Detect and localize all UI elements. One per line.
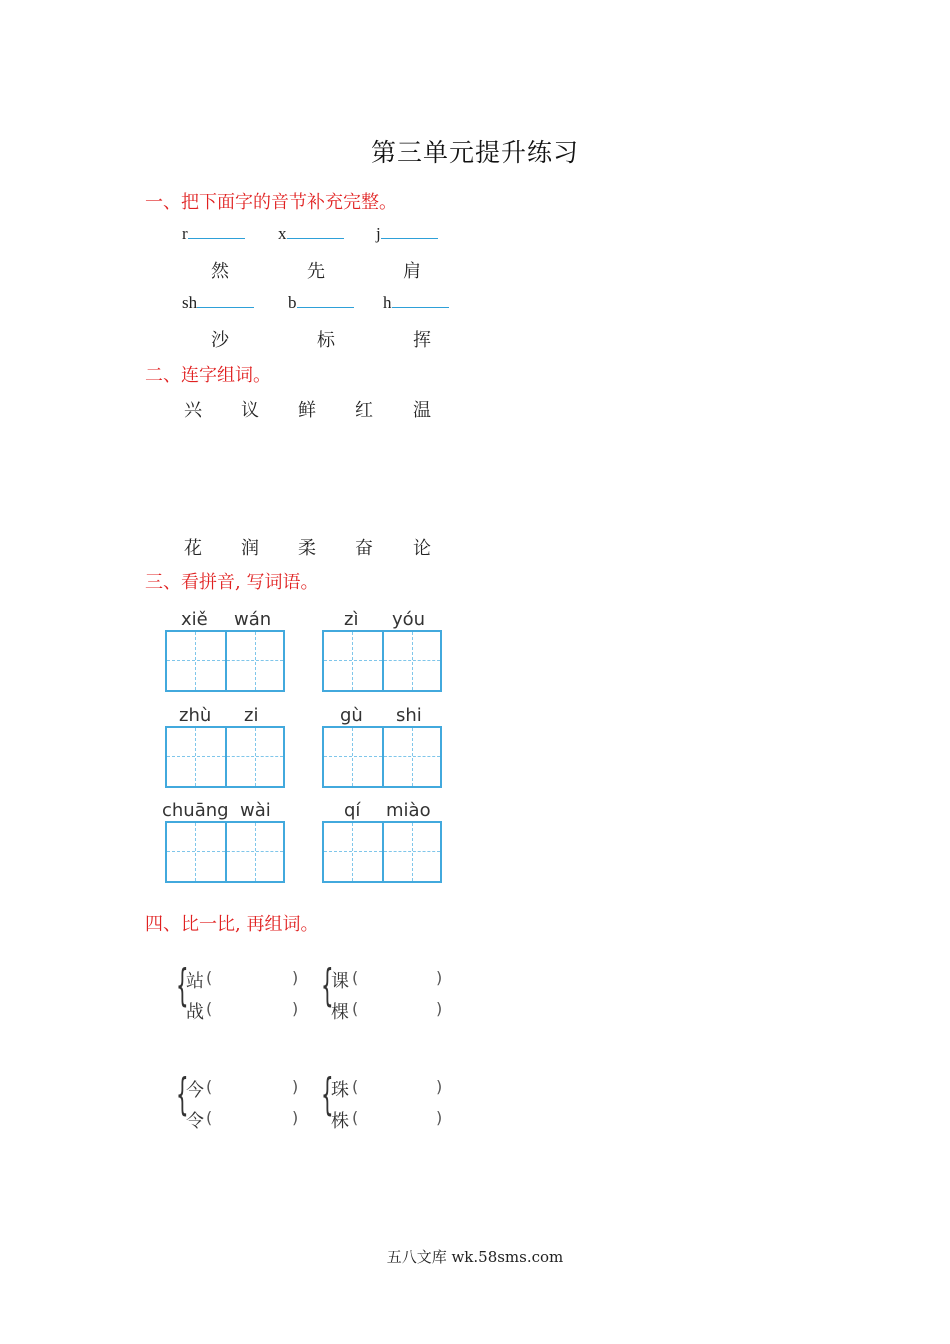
writing-cell[interactable] [382,728,440,786]
answer-field[interactable] [218,1108,288,1128]
word-writing-box [165,700,283,786]
open-paren: ( [352,968,359,987]
syllable-prefix: sh [182,293,198,312]
page-footer: 五八文库 wk.58sms.com [386,1248,564,1266]
close-paren: ) [292,999,299,1018]
pinyin-blank-sh[interactable] [182,293,254,313]
pinyin: xiě [181,609,208,630]
pinyin: zhù [179,705,212,726]
pinyin: wán [234,609,272,630]
compare-char: 课 [331,971,349,992]
writing-cell[interactable] [382,823,440,881]
answer-field[interactable] [218,999,288,1019]
pinyin: zì [344,609,359,630]
tianzige-grid [322,821,442,883]
open-paren: ( [352,1077,359,1096]
bottom-char[interactable]: 奋 [355,538,373,559]
hanzi: 然 [211,261,229,282]
answer-blank[interactable] [188,224,245,239]
bottom-char[interactable]: 润 [241,538,259,559]
bottom-char[interactable]: 论 [413,538,431,559]
tianzige-grid [165,821,285,883]
answer-field[interactable] [218,1077,288,1097]
pinyin: zi [244,705,259,726]
close-paren: ) [436,968,443,987]
writing-cell[interactable] [225,823,283,881]
answer-field[interactable] [364,968,432,988]
close-paren: ) [436,1077,443,1096]
top-char[interactable]: 议 [241,400,259,421]
close-paren: ) [436,999,443,1018]
brace-icon: { [321,1069,334,1120]
pinyin: yóu [392,609,426,630]
compare-char: 令 [186,1111,204,1132]
word-writing-box [322,700,440,786]
syllable-prefix: j [376,224,381,243]
syllable-prefix: b [288,293,297,312]
compare-char: 今 [186,1080,204,1101]
answer-blank[interactable] [297,293,354,308]
writing-cell[interactable] [167,632,225,690]
open-paren: ( [352,1108,359,1127]
pinyin-row [165,604,283,630]
pinyin-blank-j[interactable] [376,224,438,244]
section-4-heading: 四、比一比, 再组词。 [145,914,319,935]
pinyin: shi [396,705,422,726]
open-paren: ( [206,968,213,987]
pinyin-blank-x[interactable] [278,224,344,244]
brace-icon: { [176,960,189,1011]
answer-blank[interactable] [287,224,344,239]
section-3-heading: 三、看拼音, 写词语。 [145,572,319,593]
compare-char: 珠 [331,1080,349,1101]
writing-cell[interactable] [225,632,283,690]
tianzige-grid [322,726,442,788]
answer-field[interactable] [364,1108,432,1128]
pinyin-blank-b[interactable] [288,293,354,313]
hanzi: 先 [307,261,325,282]
writing-cell[interactable] [382,632,440,690]
writing-cell[interactable] [167,728,225,786]
brace-icon: { [176,1069,189,1120]
hanzi: 沙 [211,330,229,351]
answer-field[interactable] [218,968,288,988]
section-2-heading: 二、连字组词。 [145,365,271,386]
page-title: 第三单元提升练习 [370,138,579,167]
answer-blank[interactable] [381,224,438,239]
pinyin-row [322,795,440,821]
tianzige-grid [165,726,285,788]
pinyin: miào [386,800,431,821]
close-paren: ) [436,1108,443,1127]
writing-cell[interactable] [324,632,382,690]
hanzi: 肩 [403,261,421,282]
top-char[interactable]: 温 [413,400,431,421]
pinyin: gù [340,705,363,726]
section-1-heading: 一、把下面字的音节补充完整。 [145,192,397,213]
compare-char: 战 [186,1002,204,1023]
top-char[interactable]: 红 [355,400,373,421]
pinyin: chuāng [162,800,229,821]
pinyin: qí [344,800,361,821]
open-paren: ( [206,999,213,1018]
top-char[interactable]: 兴 [184,400,202,421]
open-paren: ( [352,999,359,1018]
word-writing-box [165,604,283,690]
writing-cell[interactable] [324,728,382,786]
hanzi: 标 [317,330,335,351]
writing-cell[interactable] [225,728,283,786]
pinyin: wài [240,800,271,821]
pinyin-row [162,795,283,821]
syllable-prefix: h [383,293,392,312]
syllable-prefix: r [182,224,188,243]
hanzi: 挥 [413,330,431,351]
pinyin-blank-r[interactable] [182,224,245,244]
brace-icon: { [321,960,334,1011]
syllable-prefix: x [278,224,287,243]
pinyin-blank-h[interactable] [383,293,449,313]
answer-field[interactable] [364,1077,432,1097]
pinyin-row [322,700,440,726]
open-paren: ( [206,1077,213,1096]
word-writing-box [162,795,283,881]
writing-cell[interactable] [324,823,382,881]
bottom-char[interactable]: 柔 [298,538,316,559]
close-paren: ) [292,1108,299,1127]
answer-field[interactable] [364,999,432,1019]
tianzige-grid [165,630,285,692]
tianzige-grid [322,630,442,692]
word-writing-box [322,604,440,690]
pinyin-row [322,604,440,630]
top-char[interactable]: 鲜 [298,400,316,421]
compare-char: 棵 [331,1002,349,1023]
pinyin-row [165,700,283,726]
writing-cell[interactable] [167,823,225,881]
open-paren: ( [206,1108,213,1127]
bottom-char[interactable]: 花 [184,538,202,559]
answer-blank[interactable] [197,293,254,308]
word-writing-box [322,795,440,881]
close-paren: ) [292,968,299,987]
answer-blank[interactable] [392,293,449,308]
close-paren: ) [292,1077,299,1096]
compare-char: 站 [186,971,204,992]
compare-char: 株 [331,1111,349,1132]
